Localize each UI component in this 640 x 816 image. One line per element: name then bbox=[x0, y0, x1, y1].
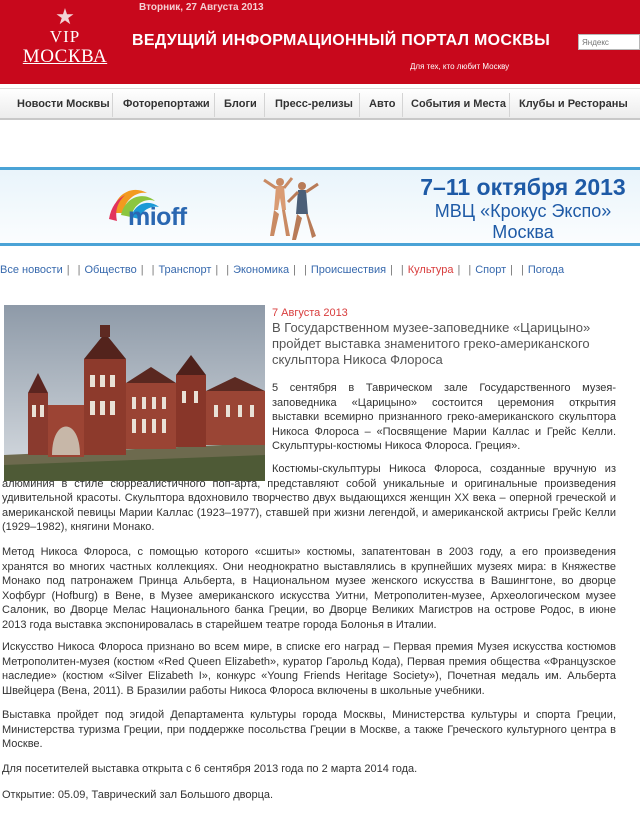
article-paragraph: Искусство Никоса Флороса признано во всем мире, в списке его наград – Первая премия Музея искусства костюмов Метрополитен-музея (костюм «Red Queen Elizabeth», куратор Гарольд Кода), Первая премия общества «Французское наследие» (костюм «Silver Elizabeth I», конкурс «Young Friends Heritage Society»), Почетная медаль им. Альберта Швейцера (Вена, 2011). В Бразилии работы Никоса Флороса включены в школьные учебники. bbox=[2, 641, 616, 697]
nav-divider bbox=[214, 93, 215, 117]
ad-banner[interactable] bbox=[0, 167, 640, 246]
nav-divider bbox=[112, 93, 113, 117]
article-paragraph: Метод Никоса Флороса, с помощью которого «сшиты» костюмы, запатентован в 2003 году, а его произведения хранятся во многих частных коллекциях. Они неоднократно выставлялись в крупнейших музеях мира: в Княжестве Монако под патронажем Принца Альберта, в Национальном музее женского искусства в Вашингтоне, во дворце Хофбург (Hofburg) в Вене, в Музее американского искусства Уитни, Метрополитен-музее, Археологическом музее Салоник, во Дворце Мелас Национального банка Греции, во Дворце Великих Магистров на острове Родос, в июне 2013 года выставка экспонировалась в старейшем театре города Болонья в Италии. bbox=[2, 546, 616, 631]
nav-divider bbox=[402, 93, 403, 117]
category-culture[interactable]: Культура bbox=[407, 264, 454, 276]
article-title: В Государственном музее-заповеднике «Царицыно» пройдет выставка знаменитого греко-американского скульптора Никоса Флороса bbox=[272, 320, 591, 367]
category-separator: | bbox=[400, 264, 404, 276]
category-transport[interactable]: Транспорт bbox=[158, 264, 212, 276]
article-photo bbox=[4, 305, 265, 481]
nav-divider bbox=[509, 93, 510, 117]
category-economy[interactable]: Экономика bbox=[233, 264, 290, 276]
category-separator: | bbox=[66, 264, 70, 276]
current-date: Вторник, 27 Августа 2013 bbox=[139, 2, 264, 13]
category-separator: | bbox=[468, 264, 472, 276]
star-icon: ★ bbox=[55, 4, 75, 29]
nav-divider bbox=[264, 93, 265, 117]
nav-divider bbox=[359, 93, 360, 117]
category-separator: | bbox=[457, 264, 461, 276]
category-separator: | bbox=[77, 264, 81, 276]
category-society[interactable]: Общество bbox=[84, 264, 137, 276]
category-links bbox=[0, 264, 640, 276]
nav-item-news[interactable]: Новости Москвы bbox=[17, 98, 110, 110]
search-input[interactable] bbox=[578, 34, 640, 50]
category-separator: | bbox=[521, 264, 524, 276]
category-sport[interactable]: Спорт bbox=[475, 264, 507, 276]
category-all[interactable]: Все новости bbox=[0, 264, 63, 276]
article-paragraph: Костюмы-скульптуры Никоса Флороса, созданные вручную из алюминия в стиле сюрреалистичного поп-арта, представляют собой уникальные и оригинальные произведения удивительной красоты. Скульптора вдохновило творчество двух выдающихся женщин XX века – оперной греческой и американской певицы Марии Каллас (1923–1977), ставшей при жизни легендой, и американской актрисы Грейс Келли (1929–1982), княгини Монако. bbox=[2, 463, 616, 533]
portal-title: ВЕДУЩИЙ ИНФОРМАЦИОННЫЙ ПОРТАЛ МОСКВЫ bbox=[132, 32, 551, 49]
category-incidents[interactable]: Происшествия bbox=[310, 264, 387, 276]
category-separator: | bbox=[140, 264, 144, 276]
logo-moskva-text: МОСКВА bbox=[22, 46, 108, 67]
nav-item-press[interactable]: Пресс-релизы bbox=[275, 98, 353, 110]
nav-item-events[interactable]: События и Места bbox=[411, 98, 507, 110]
category-separator: | bbox=[510, 264, 514, 276]
article-paragraph: Выставка пройдет под эгидой Департамента культуры города Москвы, Министерства культуры и спорта Греции, Министерства туризма Греции, при поддержке посольства Греции в Москве, а также Греческого культурного центра в Москве. bbox=[2, 709, 616, 750]
banner-venue: МВЦ «Крокус Экспо» bbox=[434, 201, 612, 221]
article-date: 7 Августа 2013 bbox=[272, 307, 348, 319]
banner-dates: 7–11 октября 2013 bbox=[420, 174, 626, 200]
nav-item-photo[interactable]: Фоторепортажи bbox=[123, 98, 210, 110]
main-nav bbox=[0, 88, 640, 120]
palace-photo-image bbox=[4, 305, 265, 481]
banner-city: Москва bbox=[492, 222, 554, 242]
category-separator: | bbox=[390, 264, 393, 276]
site-header bbox=[0, 0, 640, 84]
category-separator: | bbox=[226, 264, 230, 276]
nav-item-blogs[interactable]: Блоги bbox=[224, 98, 257, 110]
category-separator: | bbox=[215, 264, 219, 276]
article-paragraph: Открытие: 05.09, Таврический зал Большого дворца. bbox=[2, 789, 274, 801]
logo-vip-text: VIP bbox=[49, 27, 81, 46]
portal-tagline: Для тех, кто любит Москву bbox=[410, 62, 510, 71]
article-paragraph: Для посетителей выставка открыта с 6 сентября 2013 года по 2 марта 2014 года. bbox=[2, 763, 418, 775]
article-paragraph: 5 сентября в Таврическом зале Государственного музея-заповедника «Царицыно» состоится церемония открытия выставки всемирно признанного греко-американского скульптора Никоса Флороса – «Посвящение Марии Каллас и Грейс Келли. Скульптуры-костюмы Никоса Флороса. Греция». bbox=[272, 382, 616, 452]
category-weather[interactable]: Погода bbox=[527, 264, 565, 276]
category-separator: | bbox=[303, 264, 307, 276]
category-separator: | bbox=[151, 264, 155, 276]
nav-item-auto[interactable]: Авто bbox=[369, 98, 396, 110]
nav-item-clubs[interactable]: Клубы и Рестораны bbox=[519, 98, 628, 110]
banner-brand: mioff bbox=[128, 203, 187, 231]
dancers-icon bbox=[258, 174, 324, 244]
category-separator: | bbox=[293, 264, 296, 276]
site-logo[interactable] bbox=[20, 6, 110, 80]
